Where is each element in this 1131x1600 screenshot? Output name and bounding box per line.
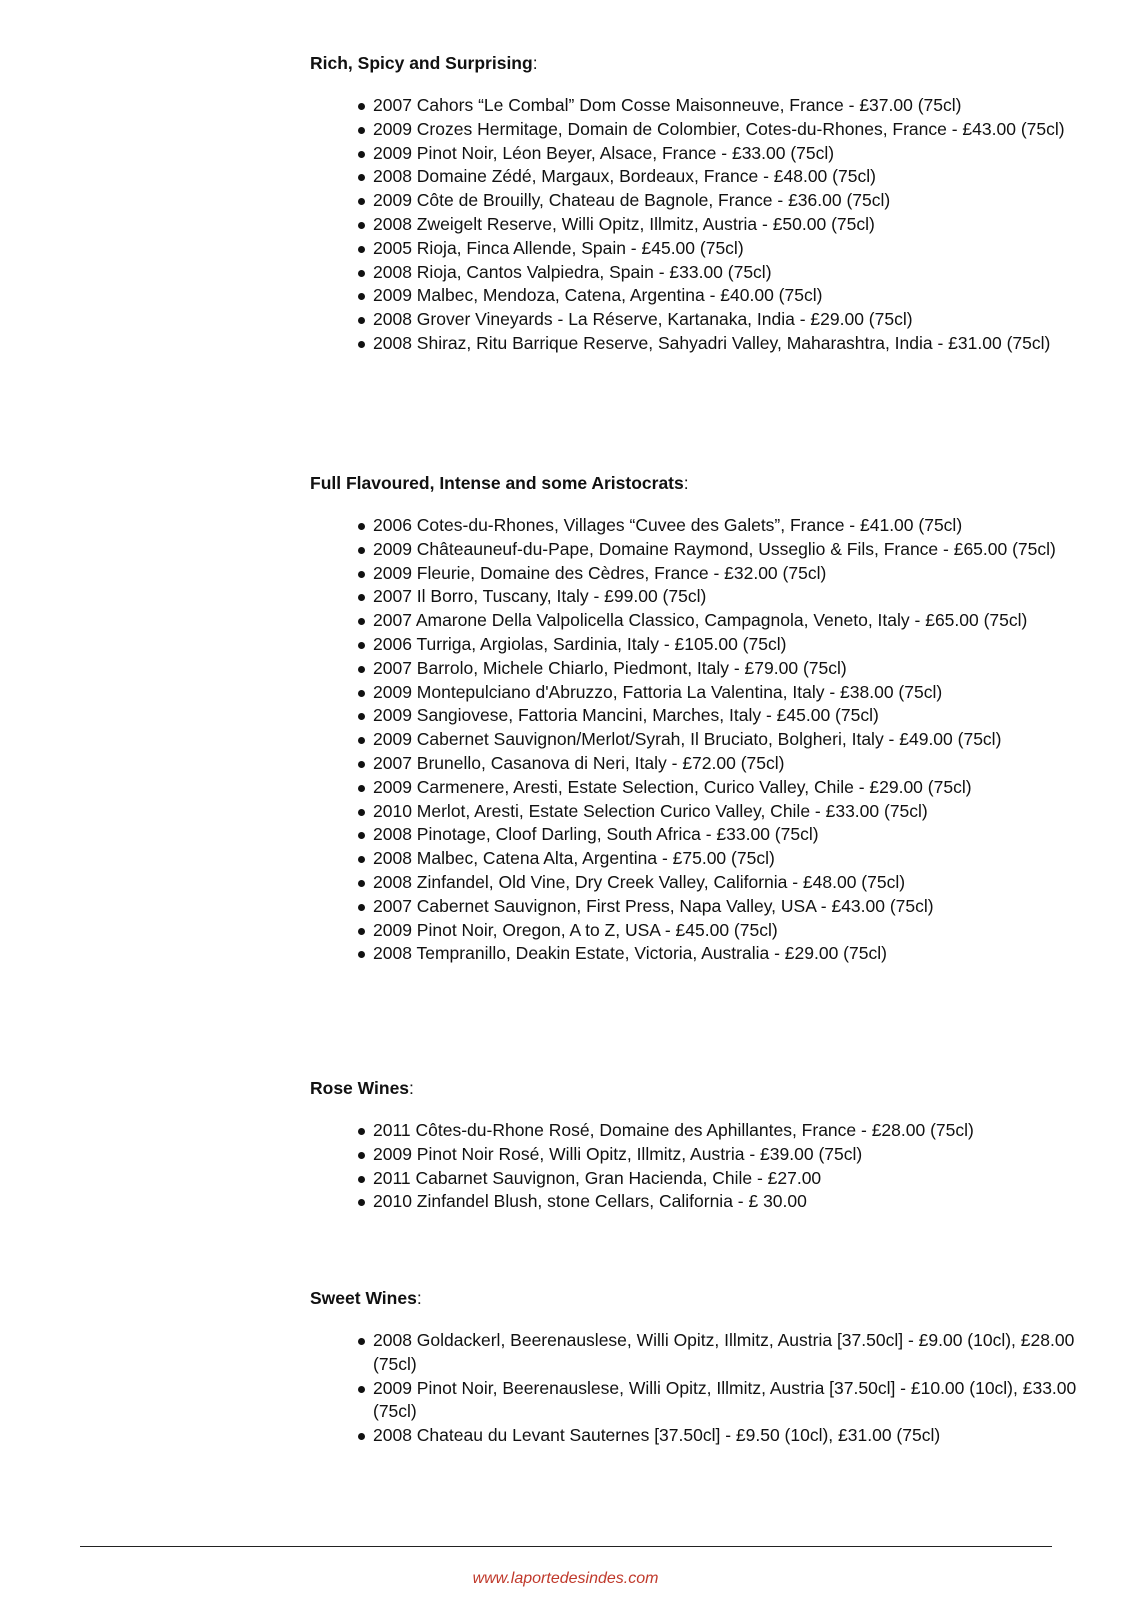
wine-item: 2009 Pinot Noir Rosé, Willi Opitz, Illmitz, Austria - £39.00 (75cl) [373,1143,1090,1167]
footer-divider [80,1546,1052,1547]
wine-item: 2007 Cabernet Sauvignon, First Press, Napa Valley, USA - £43.00 (75cl) [373,895,1090,919]
wine-item: 2009 Côte de Brouilly, Chateau de Bagnole, France - £36.00 (75cl) [373,189,1090,213]
section-full-flavoured [310,472,1090,966]
wine-item: 2008 Grover Vineyards - La Réserve, Kartanaka, India - £29.00 (75cl) [373,308,1090,332]
wine-item: 2008 Chateau du Levant Sauternes [37.50cl] - £9.50 (10cl), £31.00 (75cl) [373,1424,1090,1448]
section-heading: Sweet Wines: [310,1288,422,1308]
wine-item: 2011 Côtes-du-Rhone Rosé, Domaine des Aphillantes, France - £28.00 (75cl) [373,1119,1090,1143]
wine-item: 2009 Crozes Hermitage, Domain de Colombier, Cotes-du-Rhones, France - £43.00 (75cl) [373,118,1090,142]
wine-item: 2008 Zinfandel, Old Vine, Dry Creek Valley, California - £48.00 (75cl) [373,871,1090,895]
wine-item: 2006 Cotes-du-Rhones, Villages “Cuvee des Galets”, France - £41.00 (75cl) [373,514,1090,538]
wine-list [310,1119,1090,1214]
wine-item: 2008 Malbec, Catena Alta, Argentina - £75.00 (75cl) [373,847,1090,871]
wine-item: 2008 Domaine Zédé, Margaux, Bordeaux, France - £48.00 (75cl) [373,165,1090,189]
wine-item: 2010 Zinfandel Blush, stone Cellars, California - £ 30.00 [373,1190,1090,1214]
section-title: Rose Wines [310,1078,410,1098]
section-rich-spicy [310,52,1090,356]
section-title: Rich, Spicy and Surprising [310,53,533,73]
wine-item: 2009 Sangiovese, Fattoria Mancini, Marches, Italy - £45.00 (75cl) [373,704,1090,728]
wine-item: 2007 Brunello, Casanova di Neri, Italy - £72.00 (75cl) [373,752,1090,776]
wine-item: 2008 Pinotage, Cloof Darling, South Africa - £33.00 (75cl) [373,823,1090,847]
section-heading: Full Flavoured, Intense and some Aristocrats: [310,473,689,493]
wine-item: 2009 Cabernet Sauvignon/Merlot/Syrah, Il Bruciato, Bolgheri, Italy - £49.00 (75cl) [373,728,1090,752]
section-title: Sweet Wines [310,1288,417,1308]
section-sweet-wines [310,1287,1090,1448]
wine-item: 2005 Rioja, Finca Allende, Spain - £45.00 (75cl) [373,237,1090,261]
wine-item: 2009 Carmenere, Aresti, Estate Selection, Curico Valley, Chile - £29.00 (75cl) [373,776,1090,800]
wine-item: 2007 Barrolo, Michele Chiarlo, Piedmont, Italy - £79.00 (75cl) [373,657,1090,681]
wine-item: 2009 Pinot Noir, Léon Beyer, Alsace, France - £33.00 (75cl) [373,142,1090,166]
wine-item: 2007 Amarone Della Valpolicella Classico, Campagnola, Veneto, Italy - £65.00 (75cl) [373,609,1090,633]
wine-item: 2008 Shiraz, Ritu Barrique Reserve, Sahyadri Valley, Maharashtra, India - £31.00 (75cl) [373,332,1090,356]
wine-item: 2009 Fleurie, Domaine des Cèdres, France - £32.00 (75cl) [373,562,1090,586]
wine-item: 2006 Turriga, Argiolas, Sardinia, Italy - £105.00 (75cl) [373,633,1090,657]
wine-item: 2009 Pinot Noir, Oregon, A to Z, USA - £45.00 (75cl) [373,919,1090,943]
wine-item: 2009 Pinot Noir, Beerenauslese, Willi Opitz, Illmitz, Austria [37.50cl] - £10.00 (10cl), £33.00 (75cl) [373,1377,1090,1425]
section-heading: Rose Wines: [310,1078,414,1098]
wine-item: 2011 Cabarnet Sauvignon, Gran Hacienda, Chile - £27.00 [373,1167,1090,1191]
section-heading: Rich, Spicy and Surprising: [310,53,538,73]
section-rose-wines [310,1077,1090,1214]
wine-item: 2010 Merlot, Aresti, Estate Selection Curico Valley, Chile - £33.00 (75cl) [373,800,1090,824]
wine-item: 2008 Rioja, Cantos Valpiedra, Spain - £33.00 (75cl) [373,261,1090,285]
wine-item: 2009 Malbec, Mendoza, Catena, Argentina - £40.00 (75cl) [373,284,1090,308]
wine-item: 2008 Goldackerl, Beerenauslese, Willi Opitz, Illmitz, Austria [37.50cl] - £9.00 (10cl), £28.00 (75cl) [373,1329,1090,1377]
section-title: Full Flavoured, Intense and some Aristocrats [310,473,684,493]
wine-list [310,1329,1090,1448]
wine-list [310,514,1090,966]
wine-item: 2008 Zweigelt Reserve, Willi Opitz, Illmitz, Austria - £50.00 (75cl) [373,213,1090,237]
wine-list [310,94,1090,356]
wine-item: 2007 Cahors “Le Combal” Dom Cosse Maisonneuve, France - £37.00 (75cl) [373,94,1090,118]
wine-item: 2009 Montepulciano d'Abruzzo, Fattoria La Valentina, Italy - £38.00 (75cl) [373,681,1090,705]
wine-item: 2008 Tempranillo, Deakin Estate, Victoria, Australia - £29.00 (75cl) [373,942,1090,966]
wine-item: 2007 Il Borro, Tuscany, Italy - £99.00 (75cl) [373,585,1090,609]
footer-website-link[interactable]: www.laportedesindes.com [472,1570,659,1587]
wine-item: 2009 Châteauneuf-du-Pape, Domaine Raymond, Usseglio & Fils, France - £65.00 (75cl) [373,538,1090,562]
